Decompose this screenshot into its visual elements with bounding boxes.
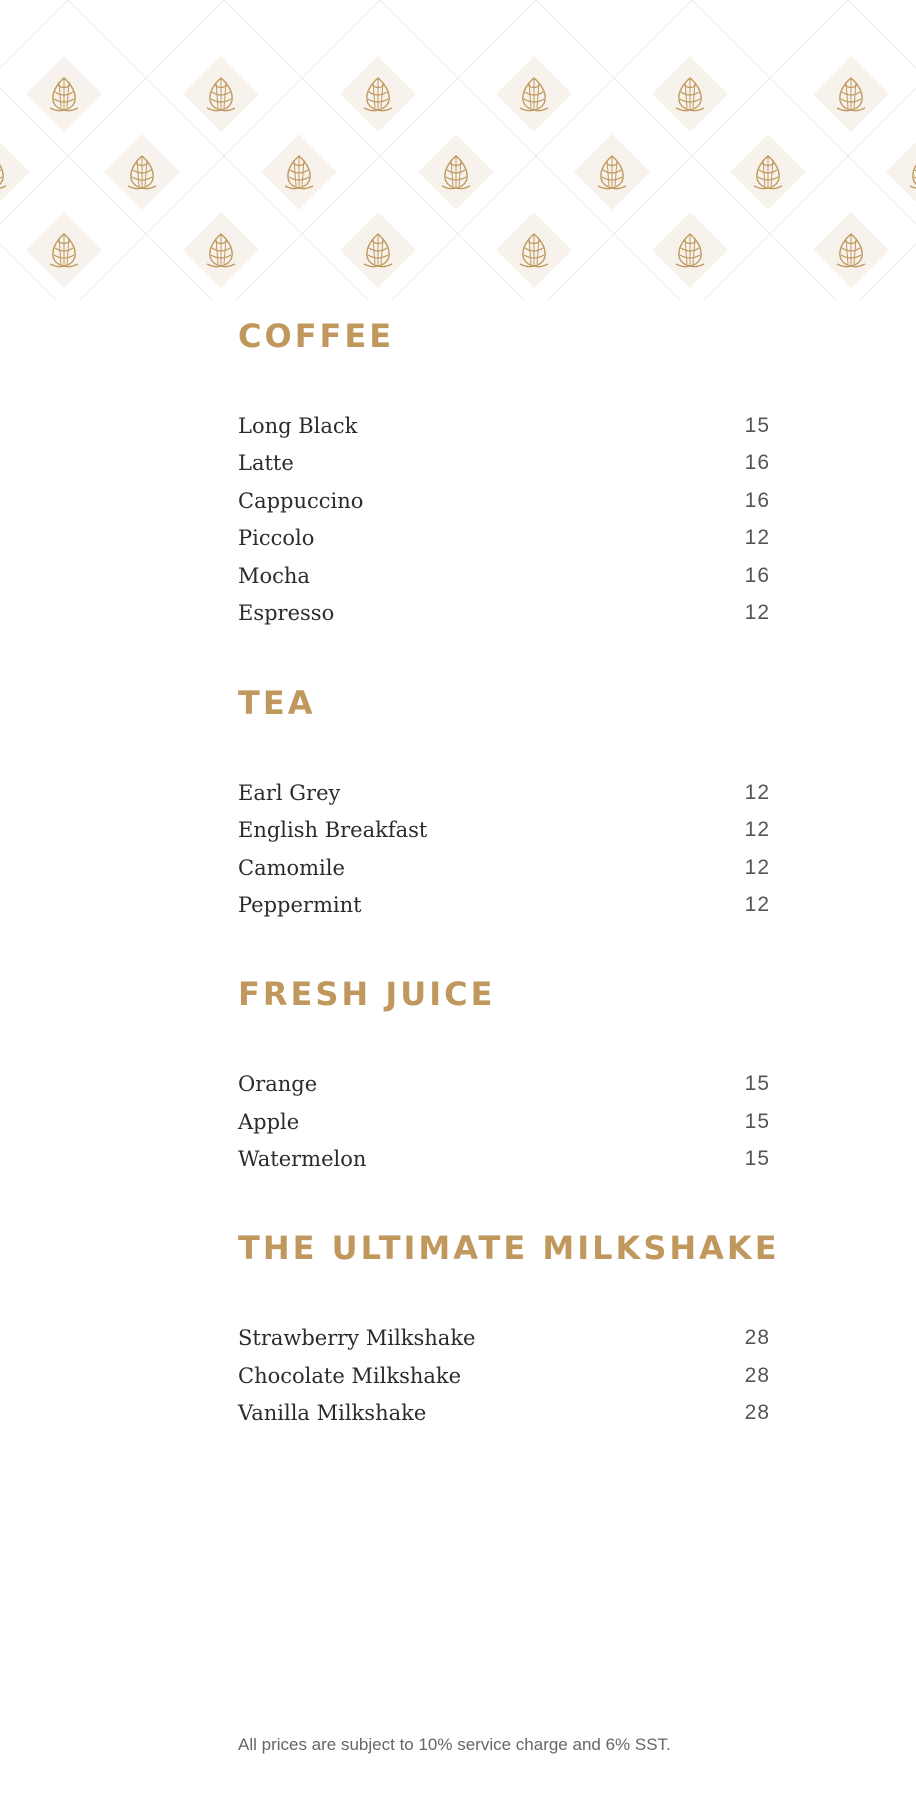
item-price: 12 [744,855,770,879]
section-title: COFFEE [238,317,395,355]
item-price: 16 [744,563,770,587]
footer-note: All prices are subject to 10% service charge and 6% SST. [238,1735,671,1754]
item-price: 12 [744,892,770,916]
item-price: 12 [744,780,770,804]
menu-item [238,1065,770,1102]
menu-item [238,407,770,444]
lattice-line [704,0,916,300]
pinecone-icon [813,212,889,288]
item-name: Espresso [238,600,335,625]
item-name: Peppermint [238,892,362,917]
menu-item [238,1319,770,1356]
pinecone-icon [418,134,494,210]
item-name: Camomile [238,855,345,880]
item-price: 12 [744,525,770,549]
menu-item [238,444,770,481]
item-price: 12 [744,600,770,624]
item-price: 16 [744,488,770,512]
pinecone-icon [183,212,259,288]
pinecone-icon [340,212,416,288]
item-name: English Breakfast [238,817,428,842]
item-price: 28 [744,1363,770,1387]
item-name: Apple [238,1109,300,1134]
menu-item [238,811,770,848]
pinecone-icon [26,56,102,132]
pinecone-icon [261,134,337,210]
menu-item [238,849,770,886]
item-name: Piccolo [238,525,315,550]
pinecone-icon [26,212,102,288]
section-title: TEA [238,684,316,722]
menu-item [238,1140,770,1177]
pinecone-icon [813,56,889,132]
item-name: Long Black [238,413,358,438]
pinecone-icon [652,212,728,288]
pinecone-icon [104,134,180,210]
menu-item [238,557,770,594]
menu-item [238,1357,770,1394]
pinecone-icon [496,212,572,288]
pinecone-icon [730,134,806,210]
item-price: 12 [744,817,770,841]
item-price: 28 [744,1325,770,1349]
item-name: Mocha [238,563,310,588]
item-name: Watermelon [238,1146,367,1171]
pinecone-icon [652,56,728,132]
item-price: 16 [744,450,770,474]
menu-item [238,1394,770,1431]
item-price: 15 [744,1109,770,1133]
item-price: 28 [744,1400,770,1424]
menu-item [238,1103,770,1140]
item-name: Orange [238,1071,318,1096]
item-name: Earl Grey [238,780,341,805]
menu-item [238,482,770,519]
menu-item [238,886,770,923]
pattern-canvas [0,0,916,300]
section-title: THE ULTIMATE MILKSHAKE [238,1229,780,1267]
pinecone-icon [183,56,259,132]
pinecone-icon [496,56,572,132]
item-name: Vanilla Milkshake [238,1400,427,1425]
pinecone-icon [340,56,416,132]
item-name: Cappuccino [238,488,364,513]
header-pattern [0,0,916,300]
item-price: 15 [744,1071,770,1095]
menu-item [238,774,770,811]
section-title: FRESH JUICE [238,975,496,1013]
item-price: 15 [744,1146,770,1170]
menu-item [238,594,770,631]
item-name: Latte [238,450,294,475]
pinecone-icon [574,134,650,210]
item-name: Chocolate Milkshake [238,1363,462,1388]
item-price: 15 [744,413,770,437]
item-name: Strawberry Milkshake [238,1325,476,1350]
menu-item [238,519,770,556]
